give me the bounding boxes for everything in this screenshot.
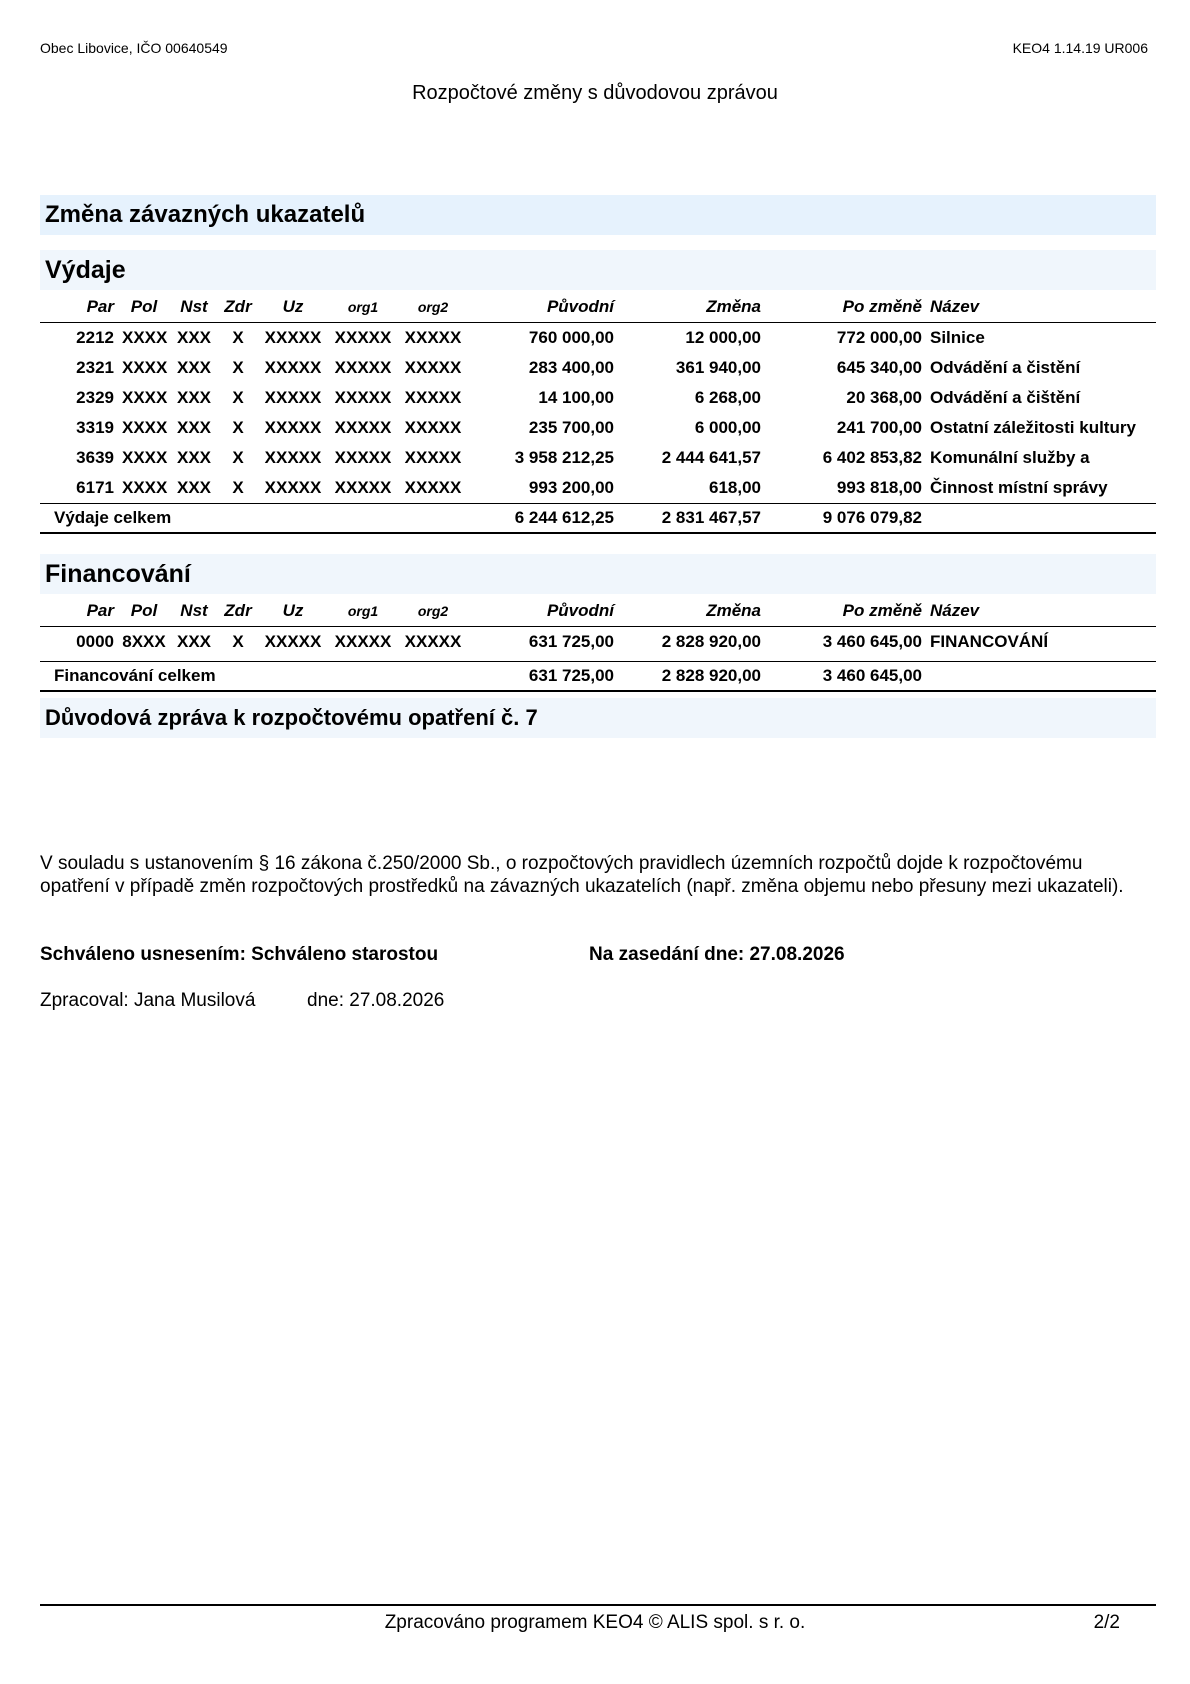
- cell-original: 235 700,00: [528, 418, 614, 437]
- cell-change: 12 000,00: [685, 328, 761, 347]
- col-zdr: Zdr: [218, 292, 258, 323]
- justification-text: V souladu s ustanovením § 16 zákona č.250/2000 Sb., o rozpočtových pravidlech územních rozpočtů dojde k rozpočtovému opatření v případě změn rozpočtových prostředků na závazných ukazatelích (např. změna objemu nebo přesuny mezi ukazateli).: [40, 853, 1124, 897]
- cell-par: 6171: [76, 478, 114, 497]
- header-organization: Obec Libovice, IČO 00640549: [40, 40, 228, 56]
- cell-zdr: X: [232, 358, 244, 377]
- cell-after: 993 818,00: [836, 478, 922, 497]
- cell-after: 6 402 853,82: [822, 448, 922, 467]
- cell-change: 6 268,00: [694, 388, 761, 407]
- cell-org2: XXXXX: [404, 388, 462, 407]
- section-financing-title: Financování: [40, 554, 1156, 594]
- cell-pol: XXXX: [122, 448, 168, 467]
- total-change: 2 831 467,57: [618, 504, 765, 534]
- col-nst: Nst: [170, 292, 218, 323]
- cell-nst: XXX: [176, 478, 212, 497]
- total-label: Financování celkem: [40, 662, 468, 692]
- table-row: [40, 443, 1156, 473]
- table-row: [40, 323, 1156, 354]
- cell-after: 3 460 645,00: [822, 632, 922, 651]
- cell-par: 2321: [76, 358, 114, 377]
- cell-name: Komunální služby a: [930, 448, 1090, 467]
- section-expenses-title: Výdaje: [40, 250, 1156, 290]
- cell-name: Činnost místní správy: [930, 478, 1108, 497]
- cell-original: 3 958 212,25: [514, 448, 614, 467]
- col-pol: Pol: [118, 596, 170, 627]
- cell-pol: XXXX: [122, 388, 168, 407]
- col-change: Změna: [618, 292, 765, 323]
- cell-after: 772 000,00: [836, 328, 922, 347]
- col-original: Původní: [468, 292, 618, 323]
- table-row: [40, 383, 1156, 413]
- col-uz: Uz: [258, 292, 328, 323]
- footer-divider: [40, 1604, 1156, 1606]
- expenses-table: [40, 292, 1156, 534]
- cell-nst: XXX: [176, 328, 212, 347]
- table-row: [40, 353, 1156, 383]
- col-par: Par: [40, 292, 118, 323]
- col-name: Název: [926, 292, 1156, 323]
- cell-uz: XXXXX: [264, 632, 322, 651]
- col-name: Název: [926, 596, 1156, 627]
- meeting-date: Na zasedání dne: 27.08.2026: [589, 944, 845, 965]
- cell-org1: XXXXX: [334, 418, 392, 437]
- cell-after: 20 368,00: [846, 388, 922, 407]
- prepared-date: dne: 27.08.2026: [307, 990, 445, 1011]
- cell-original: 14 100,00: [538, 388, 614, 407]
- col-org1: org1: [328, 292, 398, 323]
- prepared-by: Zpracoval: Jana Musilová: [40, 990, 256, 1011]
- cell-pol: XXXX: [122, 328, 168, 347]
- page-number: 2/2: [1093, 1612, 1120, 1633]
- col-pol: Pol: [118, 292, 170, 323]
- col-uz: Uz: [258, 596, 328, 627]
- cell-org1: XXXXX: [334, 632, 392, 651]
- cell-nst: XXX: [176, 418, 212, 437]
- cell-org2: XXXXX: [404, 448, 462, 467]
- cell-original: 631 725,00: [528, 632, 614, 651]
- cell-uz: XXXXX: [264, 478, 322, 497]
- cell-pol: 8XXX: [122, 632, 166, 651]
- cell-org2: XXXXX: [404, 632, 462, 651]
- cell-par: 2212: [76, 328, 114, 347]
- cell-org1: XXXXX: [334, 358, 392, 377]
- document-title: Rozpočtové změny s důvodovou zprávou: [412, 82, 778, 104]
- col-org2: org2: [398, 596, 468, 627]
- cell-after: 645 340,00: [836, 358, 922, 377]
- cell-name: FINANCOVÁNÍ: [930, 632, 1049, 651]
- cell-zdr: X: [232, 632, 244, 651]
- financing-table: [40, 596, 1156, 692]
- cell-org1: XXXXX: [334, 388, 392, 407]
- table-header-row: [40, 596, 1156, 627]
- header-program-version: KEO4 1.14.19 UR006: [1012, 40, 1148, 56]
- table-row: [40, 413, 1156, 443]
- cell-name: Odvádění a čištění: [930, 388, 1081, 407]
- cell-uz: XXXXX: [264, 388, 322, 407]
- cell-org2: XXXXX: [404, 358, 462, 377]
- cell-org1: XXXXX: [334, 448, 392, 467]
- total-change: 2 828 920,00: [618, 662, 765, 692]
- cell-zdr: X: [232, 478, 244, 497]
- cell-uz: XXXXX: [264, 328, 322, 347]
- cell-change: 6 000,00: [694, 418, 761, 437]
- footer-text: Zpracováno programem KEO4 © ALIS spol. s r. o.: [384, 1612, 806, 1633]
- cell-nst: XXX: [176, 388, 212, 407]
- cell-par: 3319: [76, 418, 114, 437]
- cell-name: Ostatní záležitosti kultury: [930, 418, 1136, 437]
- approved-by-resolution: Schváleno usnesením: Schváleno starostou: [40, 944, 439, 965]
- total-label: Výdaje celkem: [40, 504, 468, 534]
- cell-org1: XXXXX: [334, 478, 392, 497]
- cell-pol: XXXX: [122, 418, 168, 437]
- cell-uz: XXXXX: [264, 358, 322, 377]
- total-original: 6 244 612,25: [468, 504, 618, 534]
- col-par: Par: [40, 596, 118, 627]
- cell-change: 2 828 920,00: [661, 632, 761, 651]
- cell-nst: XXX: [176, 632, 212, 651]
- total-after: 3 460 645,00: [765, 662, 926, 692]
- cell-zdr: X: [232, 418, 244, 437]
- cell-org2: XXXXX: [404, 418, 462, 437]
- col-org1: org1: [328, 596, 398, 627]
- col-original: Původní: [468, 596, 618, 627]
- cell-change: 2 444 641,57: [661, 448, 761, 467]
- cell-par: 2329: [76, 388, 114, 407]
- financing-total-row: [40, 662, 1156, 692]
- section-main-title: Změna závazných ukazatelů: [40, 195, 1156, 235]
- expenses-total-row: [40, 504, 1156, 534]
- table-row: [40, 627, 1156, 658]
- table-header-row: [40, 292, 1156, 323]
- total-original: 631 725,00: [468, 662, 618, 692]
- col-after: Po změně: [765, 596, 926, 627]
- cell-par: 3639: [76, 448, 114, 467]
- cell-zdr: X: [232, 388, 244, 407]
- cell-original: 993 200,00: [528, 478, 614, 497]
- cell-par: 0000: [76, 632, 114, 651]
- cell-nst: XXX: [176, 358, 212, 377]
- col-change: Změna: [618, 596, 765, 627]
- cell-after: 241 700,00: [836, 418, 922, 437]
- cell-name: Silnice: [930, 328, 985, 347]
- cell-uz: XXXXX: [264, 418, 322, 437]
- cell-original: 760 000,00: [528, 328, 614, 347]
- col-after: Po změně: [765, 292, 926, 323]
- section-justification-title: Důvodová zpráva k rozpočtovému opatření č. 7: [40, 698, 1156, 738]
- cell-zdr: X: [232, 328, 244, 347]
- cell-pol: XXXX: [122, 478, 168, 497]
- cell-change: 361 940,00: [675, 358, 761, 377]
- cell-change: 618,00: [709, 478, 761, 497]
- cell-org1: XXXXX: [334, 328, 392, 347]
- cell-original: 283 400,00: [528, 358, 614, 377]
- table-row: [40, 473, 1156, 504]
- cell-uz: XXXXX: [264, 448, 322, 467]
- cell-pol: XXXX: [122, 358, 168, 377]
- col-org2: org2: [398, 292, 468, 323]
- cell-name: Odvádění a čistění: [930, 358, 1081, 377]
- cell-nst: XXX: [176, 448, 212, 467]
- cell-org2: XXXXX: [404, 328, 462, 347]
- total-after: 9 076 079,82: [765, 504, 926, 534]
- cell-org2: XXXXX: [404, 478, 462, 497]
- cell-zdr: X: [232, 448, 244, 467]
- col-zdr: Zdr: [218, 596, 258, 627]
- col-nst: Nst: [170, 596, 218, 627]
